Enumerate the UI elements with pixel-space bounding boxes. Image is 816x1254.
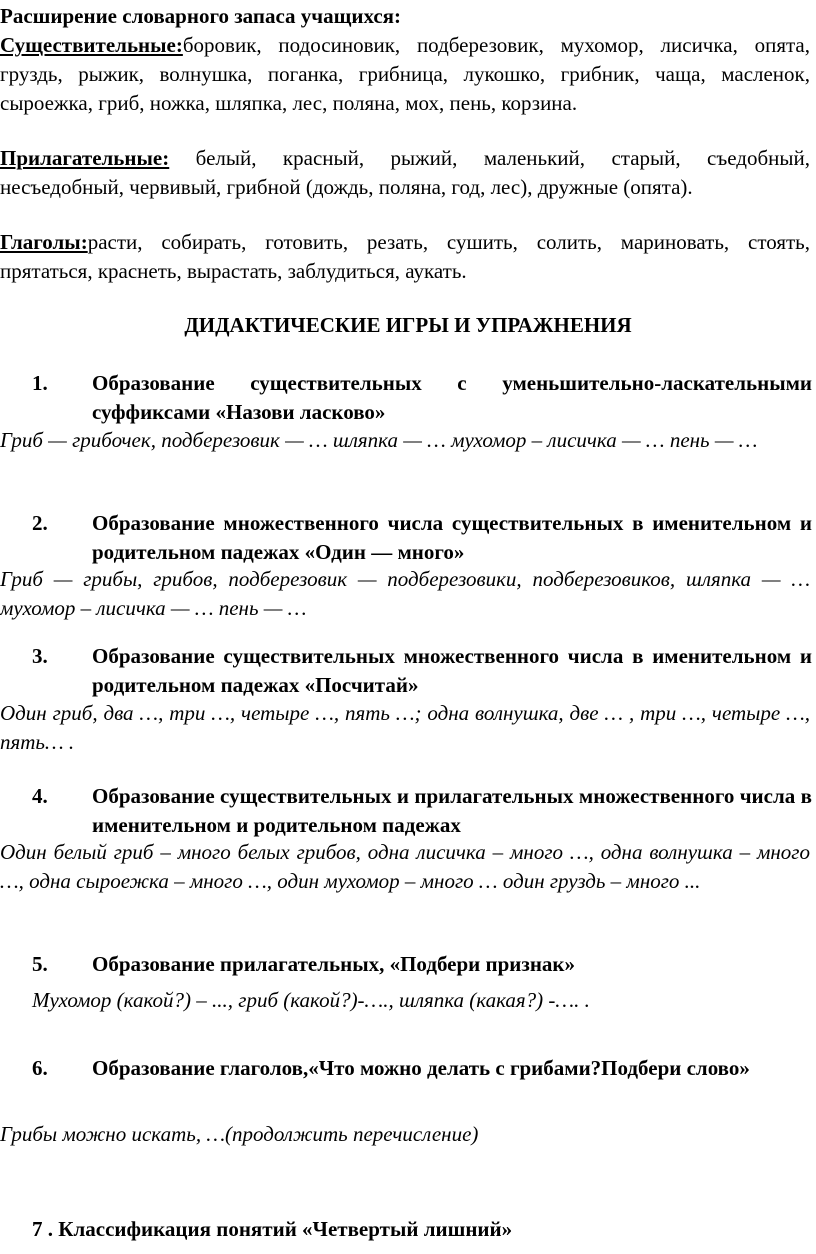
exercise-2-title: Образование множественного числа существительных в именительном и родительном падежах «Один — много» [92, 511, 812, 564]
exercise-5-heading [0, 950, 812, 979]
exercise-4-number: 4. [32, 784, 48, 808]
verbs-paragraph [0, 228, 810, 286]
exercise-5-title: Образование прилагательных, «Подбери признак» [92, 952, 576, 976]
adjectives-text: белый, красный, рыжий, маленький, старый, съедобный, несъедобный, червивый, грибной (дождь, поляна, год, лес), дружные (опята). [0, 146, 810, 199]
exercise-6-title: Образование глаголов,«Что можно делать с грибами?Подбери слово» [92, 1056, 750, 1080]
exercise-6-example: Грибы можно искать, …(продолжить перечисление) [0, 1122, 479, 1146]
exercise-4-heading [0, 782, 812, 840]
adjectives-paragraph [0, 144, 810, 202]
exercise-4-title: Образование существительных и прилагательных множественного числа в именительном и родительном падежах [92, 784, 812, 837]
exercise-3-example: Один гриб, два …, три …, четыре …, пять …; одна волнушка, две … , три …, четыре …, пять… . [0, 701, 810, 754]
exercise-5-number: 5. [32, 952, 48, 976]
exercise-7-heading: 7 . Классификация понятий «Четвертый лишний» [32, 1217, 513, 1241]
exercise-1-heading [0, 369, 812, 427]
verbs-text: расти, собирать, готовить, резать, сушить, солить, мариновать, стоять, прятаться, краснеть, вырастать, заблудиться, аукать. [0, 230, 810, 283]
vocab-title: Расширение словарного запаса учащихся: [0, 4, 402, 28]
games-title: ДИДАКТИЧЕСКИЕ ИГРЫ И УПРАЖНЕНИЯ [184, 313, 632, 337]
exercise-6-heading [0, 1050, 812, 1086]
exercise-3-title: Образование существительных множественного числа в именительном и родительном падежах «Посчитай» [92, 644, 812, 697]
nouns-text: боровик, подосиновик, подберезовик, мухомор, лисичка, опята, груздь, рыжик, волнушка, поганка, грибница, лукошко, грибник, чаща, масленок, сыроежка, гриб, ножка, шляпка, лес, поляна, мох, пень, корзина. [0, 33, 810, 115]
exercise-1-number: 1. [32, 371, 48, 395]
exercise-3-number: 3. [32, 644, 48, 668]
exercise-2-number: 2. [32, 511, 48, 535]
exercise-5-example: Мухомор (какой?) – ..., гриб (какой?)-…., шляпка (какая?) -…. . [32, 988, 590, 1012]
nouns-paragraph [0, 31, 810, 118]
nouns-label: Существительные: [0, 33, 183, 57]
exercise-2-heading [0, 509, 812, 567]
adjectives-label: Прилагательные: [0, 146, 170, 170]
exercise-1-title: Образование существительных с уменьшительно-ласкательными суффиксами «Назови ласково» [92, 371, 812, 424]
exercise-3-heading [0, 642, 812, 700]
exercise-6-number: 6. [32, 1056, 48, 1080]
exercise-2-example: Гриб — грибы, грибов, подберезовик — подберезовики, подберезовиков, шляпка — … мухомор – лисичка — … пень — … [0, 567, 810, 620]
exercise-4-example: Один белый гриб – много белых грибов, одна лисичка – много …, одна волнушка – много …, одна сыроежка – много …, один мухомор – много … один груздь – много ... [0, 840, 810, 893]
verbs-label: Глаголы: [0, 230, 88, 254]
exercise-1-example: Гриб — грибочек, подберезовик — … шляпка — … мухомор – лисичка — … пень — … [0, 428, 758, 452]
